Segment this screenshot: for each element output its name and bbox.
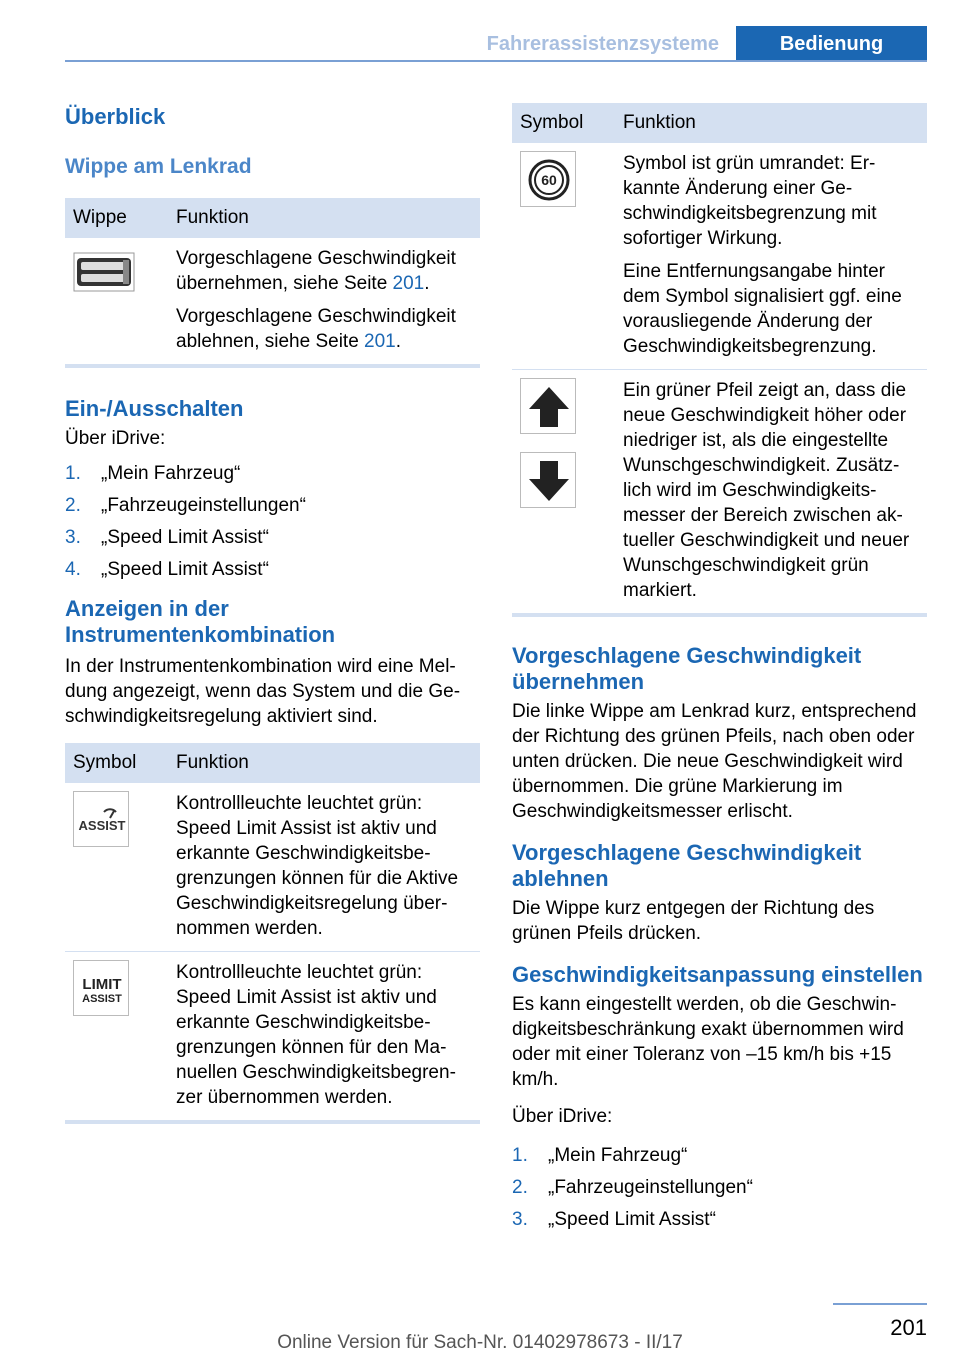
display-heading: Anzeigen in der Instrumentenkombination [65,596,336,647]
rocker-table [65,198,480,364]
speed-limit-sign-icon [520,151,576,207]
right-column [512,103,927,1239]
assist-indicator-icon [73,791,129,847]
list-item [65,525,480,550]
step-text: „Speed Limit Assist“ [101,527,269,548]
left-column [65,100,480,1124]
table-end-rule [65,364,480,368]
step-text: „Mein Fahrzeug“ [101,463,241,484]
reject-heading: Vorgeschlagene Geschwindigkeit ablehnen [512,840,862,891]
page-link-201[interactable]: 201 [392,273,425,294]
list-item [65,493,480,518]
symbol-table [512,103,927,613]
symbol-col-header: Symbol [65,743,168,783]
step-text: „Fahrzeugeinstellungen“ [548,1177,753,1198]
speed-limit-distance-desc: Eine Entfernungsangabe hinter dem Symbol signalisiert ggf. eine vorausliegende Änderung der Geschwindigkeitsbegrenzung. [623,261,902,357]
table-end-rule [65,1120,480,1124]
adjust-heading: Geschwindigkeitsanpassung einstellen [512,962,923,987]
step-number: 4. [65,559,81,580]
assist-indicator-desc: Kontrollleuchte leuchtet grün: Speed Limit Assist ist aktiv und erkannte Geschwindigkeitsbegrenzungen können für die Aktive Geschwindigkeitsregelung übernommen werden. [168,783,480,952]
rocker-reject-label: Vorgeschlagene Geschwindigkeit ablehnen, siehe Seite [176,306,456,352]
function-col-header: Funktion [168,198,480,238]
onoff-heading: Ein-/Ausschalten [65,396,244,421]
step-number: 2. [512,1177,528,1198]
display-text: In der Instrumentenkombination wird eine Meldung angezeigt, wenn das System und die Geschwindigkeitsregelung aktiviert sind. [65,656,461,727]
rocker-accept-text [176,246,472,296]
step-text: „Speed Limit Assist“ [101,559,269,580]
list-item [65,461,480,486]
arrow-down-icon [520,452,576,508]
footer-rule [833,1303,927,1305]
adjust-steps [512,1143,927,1232]
rocker-reject-period: . [395,331,402,352]
rocker-switch-icon [73,252,135,292]
list-item [512,1175,927,1200]
reject-text: Die Wippe kurz entgegen der Richtung des grünen Pfeils drücken. [512,898,875,944]
rocker-heading: Wippe am Lenkrad [65,155,252,178]
step-number: 1. [65,463,81,484]
step-text: „Mein Fahrzeug“ [548,1145,688,1166]
step-number: 3. [65,527,81,548]
page-link-201[interactable]: 201 [364,331,396,352]
arrow-up-icon [520,378,576,434]
accept-text: Die linke Wippe am Lenkrad kurz, entsprechend der Richtung des grünen Pfeils, nach oben oder unten drücken. Die neue Geschwindigkeit wird übernommen. Die grüne Markierung im Geschwindigkeitsmesser erlischt. [512,701,917,822]
limit-assist-indicator-desc: Kontrollleuchte leuchtet grün: Speed Limit Assist ist aktiv und erkannte Geschwindigkeitsbegrenzungen können für den Manuellen Geschwindigkeitsbegrenzer übernommen werden. [176,962,456,1108]
rocker-accept-period: . [424,273,430,294]
footer-version-text: Online Version für Sach-Nr. 01402978673 - II/17 [277,1332,683,1353]
speed-limit-sign-desc: Symbol ist grün umrandet: Erkannte Änderung einer Geschwindigkeitsbegrenzung mit sofortiger Wirkung. [623,153,877,249]
table-end-rule [512,613,927,617]
header-section-title: Fahrerassistenzsysteme [486,33,719,55]
onoff-steps [65,461,480,582]
limit-icon-label: LIMIT [82,976,122,993]
step-number: 1. [512,1145,528,1166]
onoff-intro: Über iDrive: [65,428,166,449]
rocker-reject-text [176,304,472,354]
indicator-table-wrap [65,743,480,1124]
rocker-col-header: Wippe [65,198,168,238]
header-rule [65,60,927,62]
accept-heading: Vorgeschlagene Geschwindigkeit übernehmen [512,643,862,694]
step-number: 2. [65,495,81,516]
step-number: 3. [512,1209,528,1230]
list-item [512,1143,927,1168]
function-col-header: Funktion [168,743,480,783]
symbol-col-header: Symbol [512,103,615,143]
header-chapter-tab: Bedienung [736,26,927,62]
assist-icon-label: ASSIST [78,818,126,833]
arrow-desc: Ein grüner Pfeil zeigt an, dass die neue Geschwindigkeit höher oder niedriger ist, als die eingestellte Wunschgeschwindigkeit. Zusätzlich wird im Geschwindigkeitsmesser der Bereich zwischen aktueller Geschwindigkeit und neuer Wunschgeschwindigkeit grün markiert. [623,380,910,601]
step-text: „Fahrzeugeinstellungen“ [101,495,306,516]
adjust-intro: Über iDrive: [512,1106,613,1127]
page-header [65,26,927,62]
page-number: 201 [890,1315,927,1340]
adjust-text: Es kann eingestellt werden, ob die Geschwindigkeitsbeschränkung exakt übernommen wird oder mit einer Toleranz von –15 km/h bis +15 km/h. [512,994,904,1090]
step-text: „Speed Limit Assist“ [548,1209,716,1230]
limit-assist-indicator-icon [73,960,129,1016]
function-col-header: Funktion [615,103,927,143]
rocker-table-wrap [65,198,480,368]
speed-limit-value: 60 [541,172,557,188]
list-item [65,557,480,582]
list-item [512,1207,927,1232]
indicator-table [65,743,480,1120]
overview-heading: Überblick [65,104,166,129]
assist-icon-label: ASSIST [82,993,122,1005]
rocker-accept-label: Vorgeschlagene Geschwindigkeit übernehmen, siehe Seite [176,248,456,294]
